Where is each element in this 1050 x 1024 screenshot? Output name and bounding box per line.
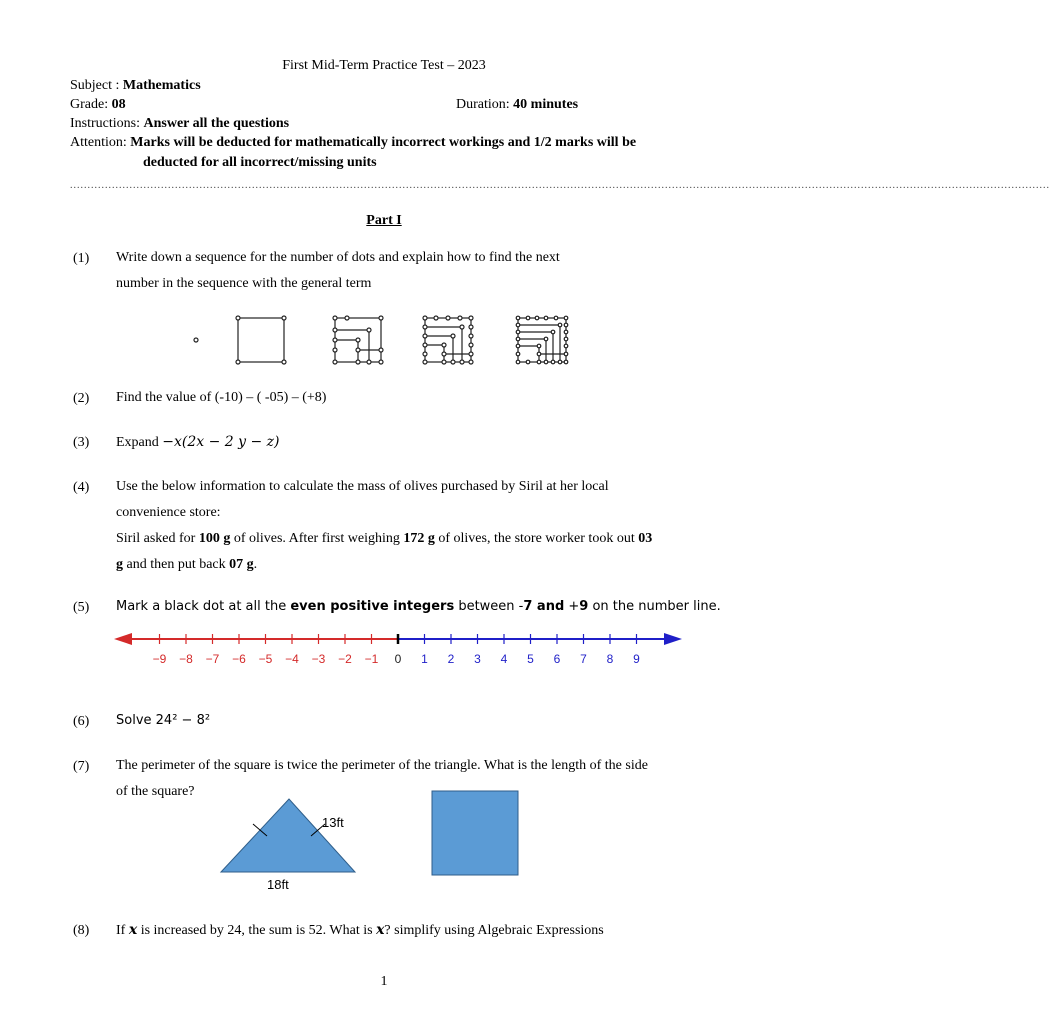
q6-prefix: Solve [116, 713, 156, 728]
q4-l3d: 172 g [403, 531, 435, 546]
q6-text [116, 708, 210, 734]
instructions-value: Answer all the questions [143, 116, 290, 131]
dot-figure-1 [194, 338, 198, 342]
number-line-pos-label: 7 [580, 652, 587, 666]
q4-line1: Use the below information to calculate the mass of olives purchased by Siril at her local [116, 479, 609, 494]
q8-c: is increased by 24, the sum is 52. What is [137, 923, 377, 938]
attention-text-2: deducted for all incorrect/missing units [143, 155, 377, 170]
number-line-neg-label: −4 [285, 652, 299, 666]
number-line-neg-label: −5 [258, 652, 273, 666]
q5-a: Mark a black dot at all the [116, 599, 291, 614]
dot-figure-4 [423, 316, 473, 364]
subject-value: Mathematics [122, 78, 201, 93]
q5-d: 7 and [523, 599, 565, 614]
dotted-separator: ........................................................................................................................................................................................................................................................................................ [70, 180, 1050, 191]
number-line-neg-label: −8 [179, 652, 193, 666]
q4-l4a: g [116, 557, 123, 572]
duration-line [456, 97, 578, 113]
instructions-label: Instructions: [70, 116, 144, 131]
q4-l3f: 03 [638, 531, 653, 546]
q2-number: (2) [73, 391, 90, 406]
number-line-neg-label: −2 [338, 652, 352, 666]
number-line-zero-label: 0 [394, 652, 402, 666]
q4-l3b: 100 g [198, 531, 231, 546]
q8-x-variable-2: x [376, 922, 385, 938]
q4-line4 [116, 552, 716, 578]
q3-prefix: Expand [116, 435, 163, 450]
number-line-pos-label: 3 [474, 652, 481, 666]
q1-text [116, 245, 560, 297]
instructions-line [70, 116, 289, 132]
number-line-neg-label: −3 [311, 652, 326, 666]
grade-label: Grade: [70, 97, 112, 112]
number-line-pos-label: 5 [527, 652, 534, 666]
test-title: First Mid-Term Practice Test – 2023 [282, 58, 486, 73]
q5-g: on the number line. [588, 599, 721, 614]
number-line-pos-label: 6 [553, 652, 561, 666]
q4-number: (4) [73, 480, 90, 495]
q4-l4c: 07 g [229, 557, 254, 572]
number-line-pos-label: 1 [421, 652, 428, 666]
number-line-left-arrow [114, 633, 132, 645]
number-line-neg-label: −1 [364, 652, 379, 666]
q7-number: (7) [73, 759, 90, 774]
dot-figure-5 [516, 316, 568, 364]
q8-x-variable: x [128, 922, 138, 938]
number-line [110, 628, 690, 672]
q8-number: (8) [73, 923, 90, 938]
q4-l4d: . [253, 557, 258, 572]
q4-line3 [116, 526, 716, 552]
attention-label: Attention: [70, 135, 131, 150]
q3-text [116, 429, 280, 456]
grade-value: 08 [111, 97, 126, 112]
q5-number: (5) [73, 600, 90, 615]
dot-figure-3 [333, 316, 383, 364]
duration-label: Duration: [456, 97, 514, 112]
attention-line [70, 135, 720, 151]
page-number: 1 [380, 974, 388, 989]
q4-l3a: Siril asked for [116, 531, 199, 546]
number-line-pos-label: 4 [500, 652, 508, 666]
part-title: Part I [366, 213, 402, 228]
q1-line2: number in the sequence with the general term [116, 276, 372, 291]
q4-l4b: and then put back [123, 557, 230, 572]
square-shape [432, 791, 518, 875]
q5-e: + [564, 599, 580, 614]
q2-text: Find the value of (-10) – ( -05) – (+8) [116, 390, 327, 405]
subject-label: Subject : [70, 78, 123, 93]
q4-text [116, 474, 716, 578]
number-line-neg-label: −6 [232, 652, 246, 666]
q5-c: between - [454, 599, 524, 614]
number-line-neg-label: −7 [205, 652, 220, 666]
dot-figure-2 [236, 316, 286, 364]
grade-line [70, 97, 126, 113]
q5-f: 9 [579, 599, 589, 614]
number-line-pos-label: 8 [606, 652, 614, 666]
q3-expression: −x(2x − 2 y − z) [162, 434, 280, 450]
q7-line1: The perimeter of the square is twice the perimeter of the triangle. What is the length of the side [116, 758, 648, 773]
q6-expression: 24² − 8² [155, 713, 211, 728]
number-line-pos-label: 2 [447, 652, 455, 666]
triangle-shape [221, 799, 355, 872]
q4-l3e: of olives, the store worker took out [434, 531, 639, 546]
number-line-neg-label: −9 [152, 652, 167, 666]
subject-line [70, 78, 201, 94]
dot-pattern-figures [180, 310, 580, 370]
q1-line1: Write down a sequence for the number of dots and explain how to find the next [116, 250, 560, 265]
attention-text-1: Marks will be deducted for mathematically incorrect workings and 1/2 marks will be [130, 135, 637, 150]
attention-line-2 [143, 155, 377, 171]
q7-line2: of the square? [116, 784, 195, 799]
q6-number: (6) [73, 714, 90, 729]
number-line-right-arrow [664, 633, 682, 645]
q4-l3c: of olives. After first weighing [230, 531, 404, 546]
q3-number: (3) [73, 435, 90, 450]
q1-number: (1) [73, 251, 90, 266]
q4-line2: convenience store: [116, 505, 221, 520]
q7-figures [215, 790, 535, 900]
q8-a: If [116, 923, 129, 938]
number-line-pos-label: 9 [633, 652, 640, 666]
q5-text [116, 594, 721, 620]
triangle-base-label: 18ft [267, 877, 289, 892]
duration-value: 40 minutes [513, 97, 579, 112]
q8-text [116, 917, 604, 944]
q5-b: even positive integers [290, 599, 455, 614]
triangle-side-label: 13ft [322, 815, 344, 830]
q8-e: ? simplify using Algebraic Expressions [384, 923, 604, 938]
